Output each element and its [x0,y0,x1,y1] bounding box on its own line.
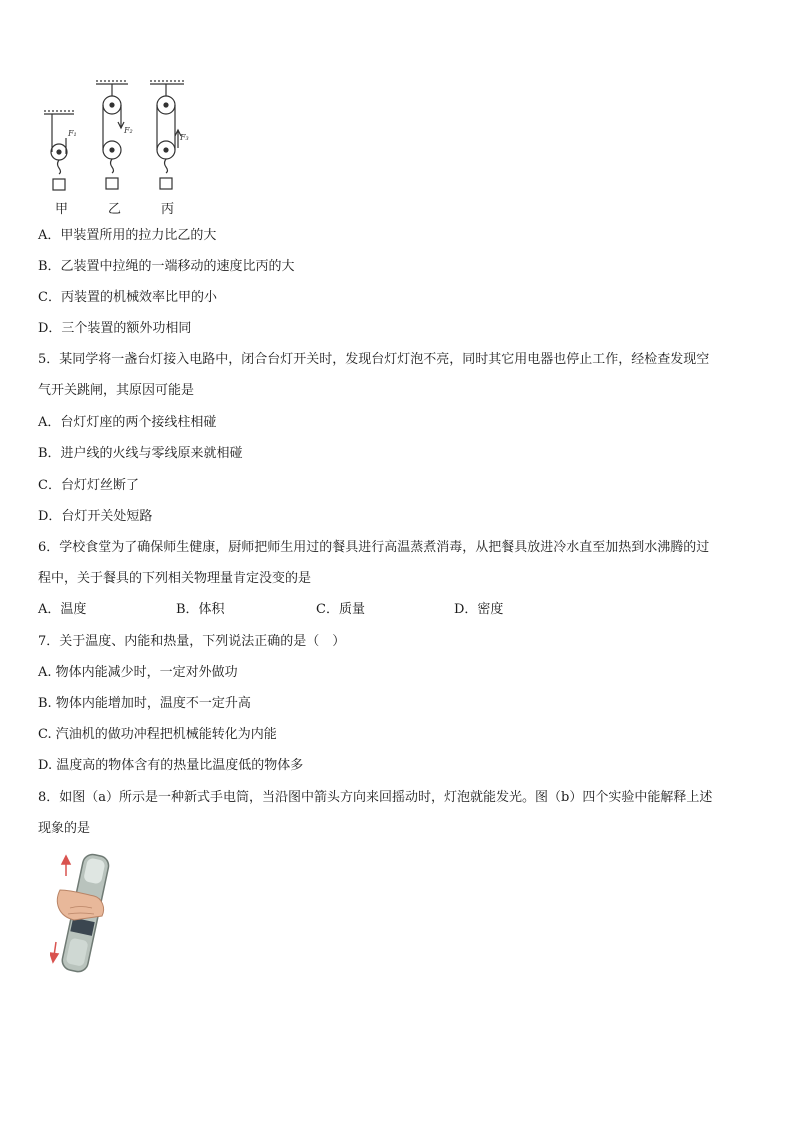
q5-option-b: B．进户线的火线与零线原来就相碰 [38,446,243,461]
arrow-down-icon [50,942,58,962]
q7-option-d: D. 温度高的物体含有的热量比温度低的物体多 [38,758,304,773]
figure-label-jia: 甲 [55,202,69,217]
q6-stem-line1: 6．学校食堂为了确保师生健康，厨师把师生用过的餐具进行高温蒸煮消毒，从把餐具放进冷水直至加热到水沸腾的过 [38,540,710,555]
arrow-up-icon [62,856,70,876]
q7-option-c: C. 汽油机的做功冲程把机械能转化为内能 [38,727,277,742]
q6-option-c: C．质量 [316,602,365,617]
q5-option-a: A．台灯灯座的两个接线柱相碰 [38,415,217,430]
pulley-jia [44,111,74,190]
svg-text:F₁: F₁ [68,129,77,138]
q5-stem-line2: 气开关跳闸，其原因可能是 [38,383,195,398]
q6-option-b: B．体积 [176,602,225,617]
pulley-bing [150,81,184,189]
q4-option-b: B．乙装置中拉绳的一端移动的速度比丙的大 [38,259,295,274]
q8-stem-line2: 现象的是 [38,821,91,836]
q8-stem-line1: 8．如图（a）所示是一种新式手电筒，当沿图中箭头方向来回摇动时，灯泡就能发光。图（b）四个实验中能解释上述 [38,790,713,805]
q7-option-b: B. 物体内能增加时，温度不一定升高 [38,696,251,711]
svg-text:F₃: F₃ [180,133,189,142]
q6-option-d: D．密度 [454,602,504,617]
q4-option-a: A．甲装置所用的拉力比乙的大 [38,228,217,243]
svg-text:F₂: F₂ [124,126,133,135]
q4-option-d: D．三个装置的额外功相同 [38,321,192,336]
q6-option-a: A．温度 [38,602,87,617]
q5-stem-line1: 5．某同学将一盏台灯接入电路中，闭合台灯开关时，发现台灯灯泡不亮，同时其它用电器也停止工作，经检查发现空 [38,352,710,367]
q4-option-c: C．丙装置的机械效率比甲的小 [38,290,217,305]
q5-option-c: C．台灯灯丝断了 [38,478,139,493]
pulley-diagram [38,78,198,218]
figure-label-yi: 乙 [108,202,122,217]
q6-stem-line2: 程中，关于餐具的下列相关物理量肯定没变的是 [38,571,312,586]
q7-option-a: A. 物体内能减少时，一定对外做功 [38,665,238,680]
q7-stem: 7．关于温度、内能和热量，下列说法正确的是（ ） [38,634,346,649]
q5-option-d: D．台灯开关处短路 [38,509,153,524]
figure-label-bing: 丙 [161,202,175,217]
pulley-yi [96,81,128,189]
flashlight-illustration [50,850,120,980]
